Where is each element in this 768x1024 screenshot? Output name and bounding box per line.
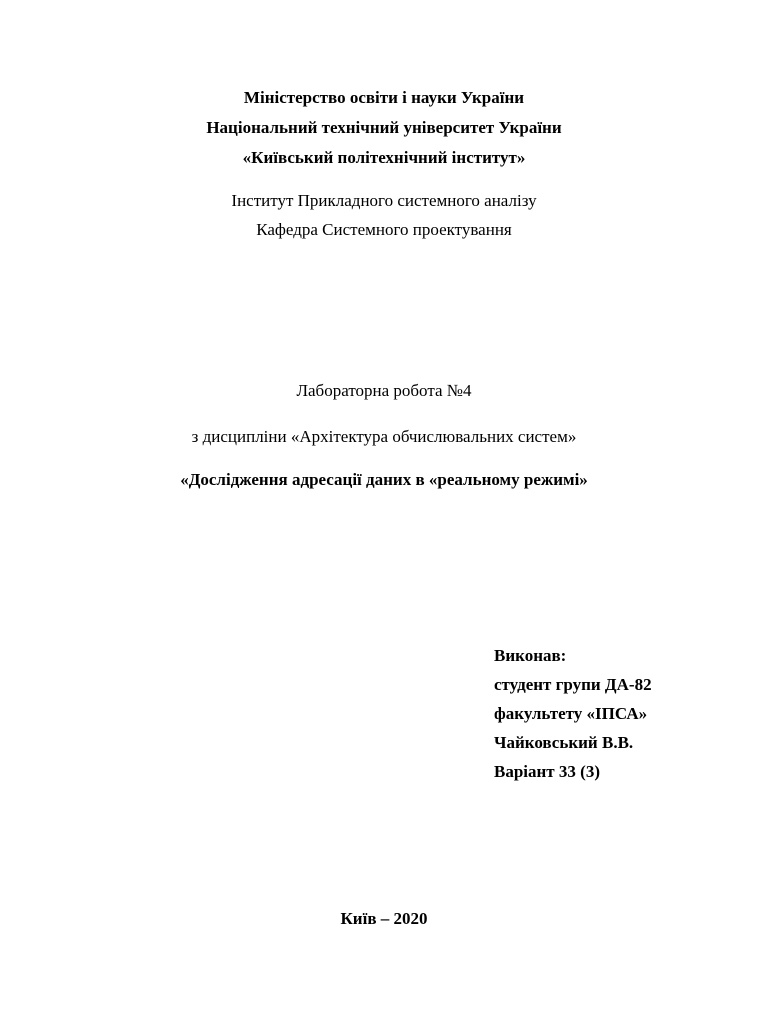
- faculty-institute-line: Інститут Прикладного системного аналізу: [231, 191, 537, 210]
- performer-faculty: факультету «ІПСА»: [494, 704, 648, 723]
- department-line: Кафедра Системного проектування: [256, 220, 512, 239]
- performer-variant: Варіант 33 (3): [494, 762, 600, 781]
- performer-name: Чайковський В.В.: [494, 733, 634, 752]
- lab-work-title: Лабораторна робота №4: [296, 381, 472, 400]
- discipline-line: з дисципліни «Архітектура обчислювальних систем»: [191, 427, 577, 446]
- university-line: Національний технічний університет України: [206, 118, 562, 137]
- institute-name-line: «Київський політехнічний інститут»: [242, 148, 526, 167]
- performer-group: студент групи ДА-82: [494, 675, 652, 694]
- topic-line: «Дослідження адресації даних в «реальному режимі»: [180, 470, 588, 489]
- ministry-line: Міністерство освіти і науки України: [243, 88, 525, 107]
- city-year-line: Київ – 2020: [340, 909, 428, 928]
- performer-label: Виконав:: [494, 646, 567, 665]
